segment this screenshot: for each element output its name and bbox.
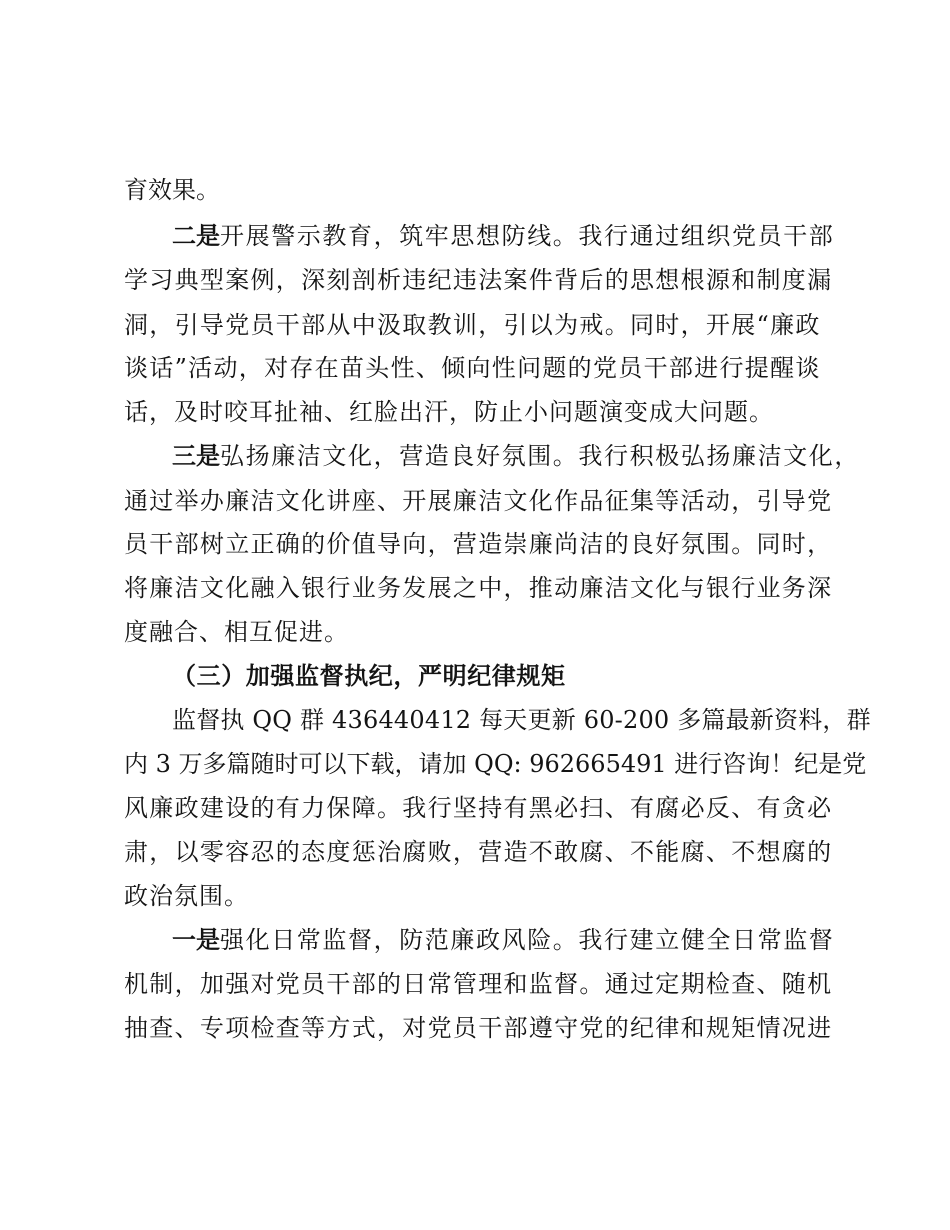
text-run: 学习典型案例，深刻剖析违纪违法案件背后的思想根源和制度漏 [124,266,833,294]
text-line [0,788,950,828]
section-heading [0,656,950,696]
text-run: 风廉政建设的有力保障。我行坚持有黑必扫、有腐必反、有贪必 [124,794,833,822]
text-run: 话，及时咬耳扯袖、红脸出汗，防止小问题演变成大问题。 [124,398,774,426]
text-line [0,612,950,652]
text-line [0,170,950,210]
text-run: 监督执 QQ 群 436440412 每天更新 60-200 多篇最新资料，群 [172,706,871,734]
text-line [0,568,950,608]
text-run: 洞，引导党员干部从中汲取教训，引以为戒。同时，开展“廉政 [124,311,821,339]
text-run: 肃，以零容忍的态度惩治腐败，营造不敢腐、不能腐、不想腐的 [124,838,833,866]
text-run: 员干部树立正确的价值导向，营造崇廉尚洁的良好氛围。同时， [124,530,833,558]
text-line [0,964,950,1004]
text-run: 开展警示教育，筑牢思想防线。我行通过组织党员干部 [220,222,835,250]
text-run: 抽查、专项检查等方式，对党员干部遵守党的纪律和规矩情况进 [124,1014,833,1042]
text-run: （三）加强监督执纪，严明纪律规矩 [172,661,566,690]
text-run: 谈话”活动，对存在苗头性、倾向性问题的党员干部进行提醒谈 [124,354,821,382]
text-run: 三是 [172,441,220,470]
text-line [0,216,950,256]
text-run: 将廉洁文化融入银行业务发展之中，推动廉洁文化与银行业务深 [124,574,833,602]
text-run: 弘扬廉洁文化，营造良好氛围。我行积极弘扬廉洁文化， [220,442,860,470]
text-line [0,305,950,345]
text-line [0,920,950,960]
text-line [0,481,950,521]
text-line [0,700,950,740]
text-line [0,436,950,476]
text-line [0,876,950,916]
text-run: 度融合、相互促进。 [124,618,349,646]
text-line [0,832,950,872]
text-run: 二是 [172,221,220,250]
text-run: 强化日常监督，防范廉政风险。我行建立健全日常监督 [220,926,835,954]
text-run: 通过举办廉洁文化讲座、开展廉洁文化作品征集等活动，引导党 [124,487,833,515]
text-line [0,524,950,564]
text-run: 一是 [172,925,220,954]
text-line [0,392,950,432]
text-run: 内 3 万多篇随时可以下载，请加 QQ: 962665491 进行咨询！纪是党 [124,750,867,778]
text-run: 育效果。 [124,176,220,204]
text-line [0,348,950,388]
text-line [0,260,950,300]
text-line [0,1008,950,1048]
text-run: 政治氛围。 [124,882,249,910]
text-line [0,744,950,784]
text-run: 机制，加强对党员干部的日常管理和监督。通过定期检查、随机 [124,970,833,998]
